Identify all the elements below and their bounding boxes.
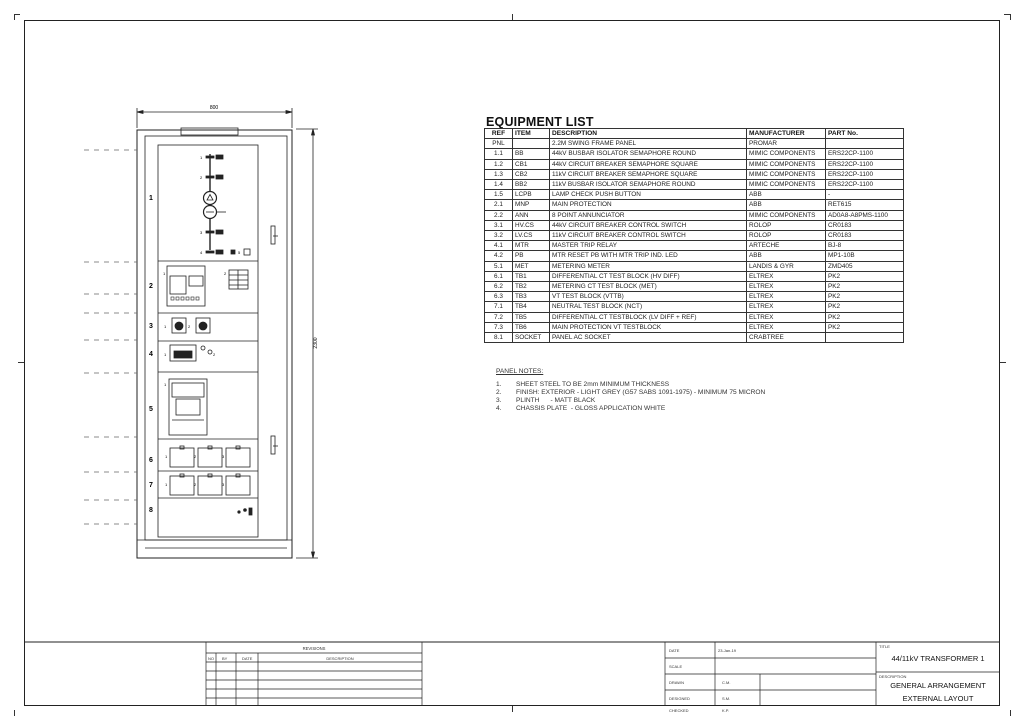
- item-cell: LV.CS: [513, 231, 550, 241]
- manufacturer-cell: ROLOP: [747, 231, 826, 241]
- designed-value: S.M.: [722, 696, 731, 701]
- description-cell: VT TEST BLOCK (VTTB): [550, 292, 747, 302]
- item-cell: MET: [513, 261, 550, 271]
- description-cell: 44kV BUSBAR ISOLATOR SEMAPHORE ROUND: [550, 149, 747, 159]
- ref-cell: 6.3: [485, 292, 513, 302]
- part-no-cell: PK2: [826, 312, 904, 322]
- item-cell: HV.CS: [513, 220, 550, 230]
- ref-cell: 7.3: [485, 322, 513, 332]
- ref-cell: 3.1: [485, 220, 513, 230]
- section-number: 2: [149, 283, 153, 290]
- date-label: DATE: [669, 648, 680, 653]
- part-no-cell: PK2: [826, 322, 904, 332]
- part-no-cell: CR0183: [826, 220, 904, 230]
- mimic-item-label: 1: [165, 454, 168, 459]
- ref-cell: 8.1: [485, 333, 513, 343]
- manufacturer-cell: ROLOP: [747, 220, 826, 230]
- item-cell: BB2: [513, 180, 550, 190]
- ref-cell: 3.2: [485, 231, 513, 241]
- mimic-item-label: 3: [200, 230, 203, 235]
- manufacturer-cell: MIMIC COMPONENTS: [747, 210, 826, 220]
- part-no-cell: ERS22CP-1100: [826, 149, 904, 159]
- header-item: ITEM: [513, 129, 550, 139]
- ref-cell: PNL: [485, 139, 513, 149]
- part-no-cell: PK2: [826, 292, 904, 302]
- mimic-item-label: 1: [163, 271, 166, 276]
- drawing-description-line1: GENERAL ARRANGEMENT: [890, 681, 986, 690]
- manufacturer-cell: ELTREX: [747, 271, 826, 281]
- title-label: TITLE: [879, 644, 890, 649]
- item-cell: MNP: [513, 200, 550, 210]
- section-number: 5: [149, 406, 153, 413]
- description-cell: MAIN PROTECTION VT TESTBLOCK: [550, 322, 747, 332]
- description-cell: DIFFERENTIAL CT TESTBLOCK (LV DIFF + REF): [550, 312, 747, 322]
- note-number: 3.: [496, 397, 502, 404]
- ref-cell: 1.3: [485, 169, 513, 179]
- ref-cell: 5.1: [485, 261, 513, 271]
- rev-by-header: BY: [222, 656, 228, 661]
- ref-cell: 7.1: [485, 302, 513, 312]
- description-cell: NEUTRAL TEST BLOCK (NCT): [550, 302, 747, 312]
- item-cell: PB: [513, 251, 550, 261]
- section-number: 7: [149, 482, 153, 489]
- height-dimension-label: 2300: [313, 337, 319, 349]
- mimic-item-label: 2: [188, 324, 191, 329]
- part-no-cell: ZMD405: [826, 261, 904, 271]
- section-number: 8: [149, 507, 153, 514]
- part-no-cell: ERS22CP-1100: [826, 159, 904, 169]
- manufacturer-cell: ARTECHE: [747, 241, 826, 251]
- note-number: 2.: [496, 389, 502, 396]
- drawing-description-line2: EXTERNAL LAYOUT: [902, 694, 974, 703]
- section-number: 4: [149, 351, 153, 358]
- manufacturer-cell: ABB: [747, 251, 826, 261]
- manufacturer-cell: ELTREX: [747, 282, 826, 292]
- note-text: PLINTH - MATT BLACK: [516, 397, 596, 404]
- description-cell: 11kV CIRCUIT BREAKER CONTROL SWITCH: [550, 231, 747, 241]
- part-no-cell: RET615: [826, 200, 904, 210]
- manufacturer-cell: MIMIC COMPONENTS: [747, 180, 826, 190]
- mimic-item-label: 2: [194, 482, 197, 487]
- part-no-cell: ERS22CP-1100: [826, 180, 904, 190]
- mimic-item-label: 1: [164, 324, 167, 329]
- description-label: DESCRIPTION: [879, 674, 907, 679]
- section-number: 1: [149, 195, 153, 202]
- item-cell: TB2: [513, 282, 550, 292]
- mimic-item-label: 4: [200, 250, 203, 255]
- header-part-no: PART No.: [826, 129, 904, 139]
- item-cell: BB: [513, 149, 550, 159]
- manufacturer-cell: CRABTREE: [747, 333, 826, 343]
- part-no-cell: CR0183: [826, 231, 904, 241]
- description-cell: PANEL AC SOCKET: [550, 333, 747, 343]
- mimic-item-label: 1: [165, 482, 168, 487]
- item-cell: LCPB: [513, 190, 550, 200]
- manufacturer-cell: LANDIS & GYR: [747, 261, 826, 271]
- part-no-cell: MP1-10B: [826, 251, 904, 261]
- item-cell: CB1: [513, 159, 550, 169]
- note-text: SHEET STEEL TO BE 2mm MINIMUM THICKNESS: [516, 381, 670, 388]
- manufacturer-cell: PROMAR: [747, 139, 826, 149]
- description-cell: MASTER TRIP RELAY: [550, 241, 747, 251]
- manufacturer-cell: ELTREX: [747, 322, 826, 332]
- mimic-item-label: 2: [224, 271, 227, 276]
- note-text: FINISH: EXTERIOR - LIGHT GREY (G57 SABS 1091-1975) - MINIMUM 75 MICRON: [516, 389, 766, 396]
- manufacturer-cell: MIMIC COMPONENTS: [747, 169, 826, 179]
- item-cell: TB5: [513, 312, 550, 322]
- ref-cell: 1.5: [485, 190, 513, 200]
- manufacturer-cell: ABB: [747, 200, 826, 210]
- item-cell: TB6: [513, 322, 550, 332]
- width-dimension-label: 800: [209, 105, 219, 111]
- ref-cell: 2.2: [485, 210, 513, 220]
- manufacturer-cell: MIMIC COMPONENTS: [747, 149, 826, 159]
- description-cell: METERING CT TEST BLOCK (MET): [550, 282, 747, 292]
- rev-date-header: DATE: [242, 656, 253, 661]
- equipment-list-title: EQUIPMENT LIST: [486, 115, 594, 129]
- description-cell: MTR RESET PB WITH MTR TRIP IND. LED: [550, 251, 747, 261]
- item-cell: ANN: [513, 210, 550, 220]
- date-value: 23-Jan-19: [718, 648, 737, 653]
- part-no-cell: PK2: [826, 282, 904, 292]
- drawn-value: C.M.: [722, 680, 731, 685]
- description-cell: 44kV CIRCUIT BREAKER CONTROL SWITCH: [550, 220, 747, 230]
- section-number: 3: [149, 323, 153, 330]
- ref-cell: 6.2: [485, 282, 513, 292]
- mimic-item-label: 2: [194, 454, 197, 459]
- item-cell: CB2: [513, 169, 550, 179]
- part-no-cell: -: [826, 190, 904, 200]
- manufacturer-cell: MIMIC COMPONENTS: [747, 159, 826, 169]
- manufacturer-cell: ABB: [747, 190, 826, 200]
- description-cell: MAIN PROTECTION: [550, 200, 747, 210]
- description-cell: LAMP CHECK PUSH BUTTON: [550, 190, 747, 200]
- revisions-label: REVISIONS: [302, 646, 326, 651]
- header-ref: REF: [485, 129, 513, 139]
- part-no-cell: AD0A8-A8PMS-1100: [826, 210, 904, 220]
- part-no-cell: PK2: [826, 302, 904, 312]
- description-cell: 44kV CIRCUIT BREAKER SEMAPHORE SQUARE: [550, 159, 747, 169]
- part-no-cell: ERS22CP-1100: [826, 169, 904, 179]
- item-cell: TB3: [513, 292, 550, 302]
- note-number: 1.: [496, 381, 502, 388]
- scale-label: SCALE: [669, 664, 683, 669]
- manufacturer-cell: ELTREX: [747, 312, 826, 322]
- ref-cell: 7.2: [485, 312, 513, 322]
- checked-value: K.P.: [722, 708, 730, 713]
- item-cell: TB4: [513, 302, 550, 312]
- rev-no-header: NO: [208, 656, 214, 661]
- section-number: 6: [149, 457, 153, 464]
- manufacturer-cell: ELTREX: [747, 292, 826, 302]
- part-no-cell: BJ-8: [826, 241, 904, 251]
- mimic-item-label: 1: [164, 382, 167, 387]
- ref-cell: 1.1: [485, 149, 513, 159]
- description-cell: DIFFERENTIAL CT TEST BLOCK (HV DIFF): [550, 271, 747, 281]
- item-cell: TB1: [513, 271, 550, 281]
- description-cell: 2.2M SWING FRAME PANEL: [550, 139, 747, 149]
- note-text: CHASSIS PLATE - GLOSS APPLICATION WHITE: [516, 405, 666, 412]
- drawn-label: DRAWN: [669, 680, 684, 685]
- ref-cell: 1.2: [485, 159, 513, 169]
- mimic-item-label: 1: [164, 352, 167, 357]
- ref-cell: 4.2: [485, 251, 513, 261]
- mimic-item-label: 3: [222, 454, 225, 459]
- designed-label: DESIGNED: [669, 696, 690, 701]
- ref-cell: 6.1: [485, 271, 513, 281]
- mimic-item-label: 3: [222, 482, 225, 487]
- mimic-item-label: 2: [213, 352, 216, 357]
- description-cell: 8 POINT ANNUNCIATOR: [550, 210, 747, 220]
- header-manufacturer: MANUFACTURER: [747, 129, 826, 139]
- drawing-title: 44/11kV TRANSFORMER 1: [891, 654, 985, 663]
- item-cell: SOCKET: [513, 333, 550, 343]
- description-cell: METERING METER: [550, 261, 747, 271]
- mimic-item-label: 5: [238, 250, 241, 255]
- part-no-cell: PK2: [826, 271, 904, 281]
- notes-title: PANEL NOTES:: [496, 368, 544, 375]
- checked-label: CHECKED: [669, 708, 689, 713]
- mimic-item-label: 1: [200, 155, 203, 160]
- ref-cell: 2.1: [485, 200, 513, 210]
- mimic-item-label: 2: [200, 175, 203, 180]
- manufacturer-cell: ELTREX: [747, 302, 826, 312]
- description-cell: 11kV CIRCUIT BREAKER SEMAPHORE SQUARE: [550, 169, 747, 179]
- note-number: 4.: [496, 405, 502, 412]
- rev-description-header: DESCRIPTION: [326, 656, 354, 661]
- description-cell: 11kV BUSBAR ISOLATOR SEMAPHORE ROUND: [550, 180, 747, 190]
- header-description: DESCRIPTION: [550, 129, 747, 139]
- item-cell: MTR: [513, 241, 550, 251]
- ref-cell: 4.1: [485, 241, 513, 251]
- ref-cell: 1.4: [485, 180, 513, 190]
